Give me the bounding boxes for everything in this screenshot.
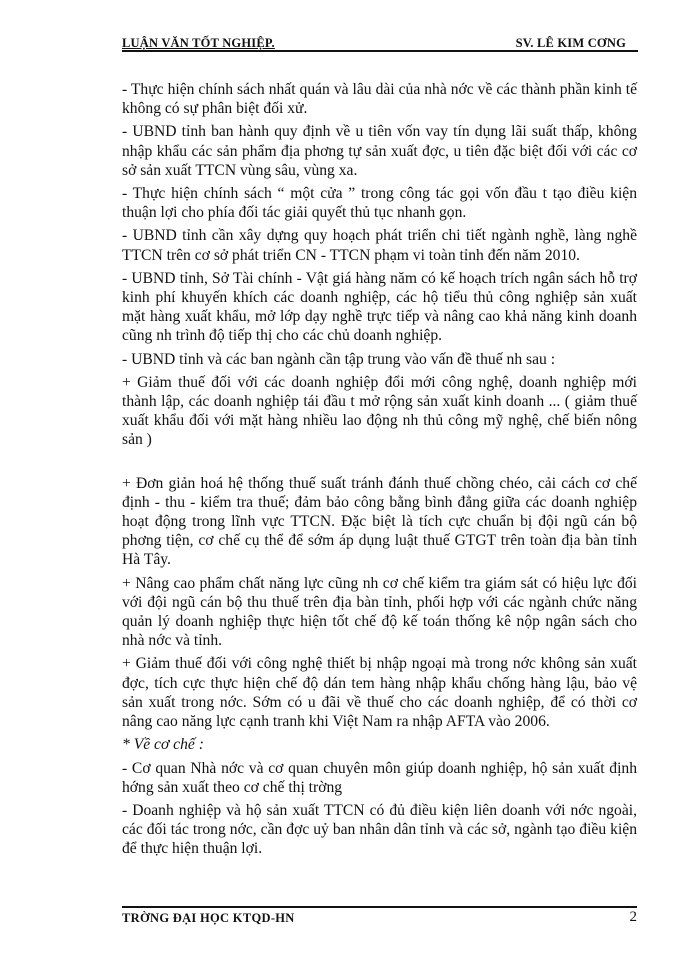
header-author: SV. LÊ KIM CƠNG — [515, 36, 626, 50]
page-number: 2 — [629, 909, 637, 925]
document-body — [122, 80, 637, 863]
paragraph: + Nâng cao phẩm chất năng lực cũng nh cơ chế kiểm tra giám sát có hiệu lực đối với đội ngũ cán bộ thu thuế trên địa bàn tỉnh, phối hợp với các ngành chức năng quản lý doanh nghiệp thực hiện tốt chế độ kế toán thống kê nộp ngân sách cho nhà nớc và tỉnh. — [122, 574, 637, 650]
paragraph: + Đơn giản hoá hệ thống thuế suất tránh đánh thuế chồng chéo, cải cách cơ chế định - thu - kiểm tra thuế; đảm bảo công bằng bình đẳng giữa các doanh nghiệp hoạt động trong lĩnh vực TTCN. Đặc biệt là tích cực chuẩn bị đội ngũ cán bộ phơng tiện, cơ chế cụ thể để sớm áp dụng luật thuế GTGT trên toàn địa bàn tỉnh Hà Tây. — [122, 474, 637, 569]
page-header — [122, 36, 638, 52]
header-title: LUẬN VĂN TỐT NGHIỆP. — [122, 36, 275, 50]
paragraph: - UBND tỉnh, Sở Tài chính - Vật giá hàng năm có kế hoạch trích ngân sách hỗ trợ kinh phí khuyến khích các doanh nghiệp, các hộ tiểu thủ công nghiệp sản xuất mặt hàng xuất khẩu, mở lớp dạy nghề trực tiếp và nâng cao khả năng kinh doanh cũng nh trình độ tiếp thị cho các chủ doanh nghiệp. — [122, 269, 637, 345]
paragraph: - UBND tỉnh và các ban ngành cần tập trung vào vấn đề thuế nh sau : — [122, 350, 556, 368]
paragraph: - Doanh nghiệp và hộ sản xuất TTCN có đủ điều kiện liên doanh với nớc ngoài, các đối tác trong nớc, cần đợc uỷ ban nhân dân tỉnh và các sở, ngành tạo điều kiện để thực hiện thuận lợi. — [122, 801, 637, 858]
paragraph: - Cơ quan Nhà nớc và cơ quan chuyên môn giúp doanh nghiệp, hộ sản xuất định hớng sản xuất theo cơ chế thị trờng — [122, 759, 637, 796]
paragraph: + Giảm thuế đối với công nghệ thiết bị nhập ngoại mà trong nớc không sản xuất đợc, tích cực thực hiện chế độ dán tem hàng nhập khẩu chống hàng lậu, bảo vệ sản xuất trong nớc. Sớm có u đãi về thuế cho các doanh nghiệp, để có thời cơ nâng cao năng lực cạnh tranh khi Việt Nam ra nhập AFTA vào 2006. — [122, 655, 637, 731]
page-footer — [122, 906, 637, 925]
paragraph: - UBND tỉnh ban hành quy định về u tiên vốn vay tín dụng lãi suất thấp, không nhập khẩu các sản phẩm địa phơng tự sản xuất đợc, u tiên đặc biệt đối với các cơ sở sản xuất TTCN vùng sâu, vùng xa. — [122, 123, 637, 179]
paragraph: - Thực hiện chính sách nhất quán và lâu dài của nhà nớc về các thành phần kinh tế không có sự phân biệt đối xử. — [122, 81, 637, 118]
paragraph: + Giảm thuế đối với các doanh nghiệp đổi mới công nghệ, doanh nghiệp mới thành lập, các doanh nghiệp tái đầu t mở rộng sản xuất kinh doanh ... ( giảm thuế xuất khẩu đối với mặt hàng nhiều lao động nh thủ công mỹ nghệ, chế biến nông sản ) — [122, 373, 637, 449]
paragraph: - Thực hiện chính sách “ một cửa ” trong công tác gọi vốn đầu t tạo điều kiện thuận lợi cho phía đối tác giải quyết thủ tục nhanh gọn. — [122, 185, 637, 222]
footer-institution: TRỜNG ĐẠI HỌC KTQD-HN — [122, 911, 295, 925]
paragraph: - UBND tỉnh cần xây dựng quy hoạch phát triển chi tiết ngành nghề, làng nghề TTCN trên cơ sở phát triển CN - TTCN phạm vi toàn tỉnh đến năm 2010. — [122, 227, 637, 264]
section-heading: * Về cơ chế : — [122, 736, 204, 754]
